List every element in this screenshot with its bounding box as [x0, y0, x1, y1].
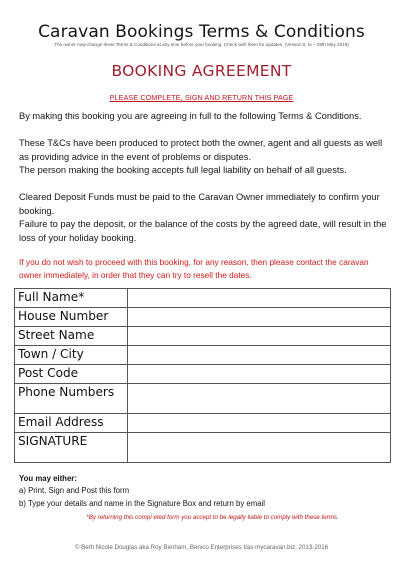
- post-code-field[interactable]: [128, 365, 391, 384]
- document-title: Caravan Bookings Terms & Conditions: [38, 22, 365, 42]
- form-row-phone-numbers: [15, 384, 391, 414]
- return-option-post: a) Print, Sign and Post this form: [19, 486, 130, 496]
- phone-numbers-label: Phone Numbers: [15, 384, 128, 414]
- form-row-town-city: [15, 346, 391, 365]
- phone-numbers-field[interactable]: [128, 384, 391, 414]
- post-code-label: Post Code: [15, 365, 128, 384]
- deposit-paragraph: Cleared Deposit Funds must be paid to the Caravan Owner immediately to confirm your booking. Failure to pay the deposit, or the balance of the costs by the agreed date, will result in the loss of your holiday booking.: [19, 192, 387, 243]
- full-name-field[interactable]: [128, 289, 391, 308]
- email-address-field[interactable]: [128, 414, 391, 433]
- signature-field[interactable]: [128, 433, 391, 463]
- town-city-field[interactable]: [128, 346, 391, 365]
- return-option-email: b) Type your details and name in the Signature Box and return by email: [19, 498, 266, 508]
- street-name-label: Street Name: [15, 327, 128, 346]
- form-row-signature: [15, 433, 391, 463]
- liability-paragraph: These T&Cs have been produced to protect both the owner, agent and all guests as well as providing advice in the event of problems or disputes. The person making the booking accepts full legal liability on behalf of all guests.: [19, 138, 383, 176]
- agreement-heading: BOOKING AGREEMENT: [111, 62, 292, 80]
- form-row-post-code: [15, 365, 391, 384]
- form-row-house-number: [15, 308, 391, 327]
- form-row-street-name: [15, 327, 391, 346]
- full-name-label: Full Name*: [15, 289, 128, 308]
- return-instruction: PLEASE COMPLETE, SIGN AND RETURN THIS PAGE: [109, 93, 294, 102]
- form-row-full-name: [15, 289, 391, 308]
- booking-form-table: [14, 288, 391, 463]
- version-note: The owner may change these Terms & Conditions at any time before your booking. Check with them for updates. (Version 5, to – 29th May 2016): [54, 42, 349, 47]
- return-options: [19, 473, 265, 510]
- return-options-heading: You may either:: [19, 474, 77, 483]
- intro-paragraph: By making this booking you are agreeing in full to the following Terms & Conditions.: [19, 111, 362, 121]
- form-row-email-address: [15, 414, 391, 433]
- email-address-label: Email Address: [15, 414, 128, 433]
- house-number-label: House Number: [15, 308, 128, 327]
- town-city-label: Town / City: [15, 346, 128, 365]
- house-number-field[interactable]: [128, 308, 391, 327]
- street-name-field[interactable]: [128, 327, 391, 346]
- copyright-footer: © Beth Nicole Douglas aka Roy Benham, Benico Enterprises t/as mycaravan.biz, 2013-2016: [74, 544, 329, 551]
- signature-label: SIGNATURE: [15, 433, 128, 463]
- cancellation-warning: If you do not wish to proceed with this booking, for any reason, then please contact the caravan owner immediately, in order that they can try to resell the dates.: [19, 257, 369, 281]
- legal-note: *By returning this compl eted form you accept to be legally liable to comply with these terms.: [86, 514, 339, 521]
